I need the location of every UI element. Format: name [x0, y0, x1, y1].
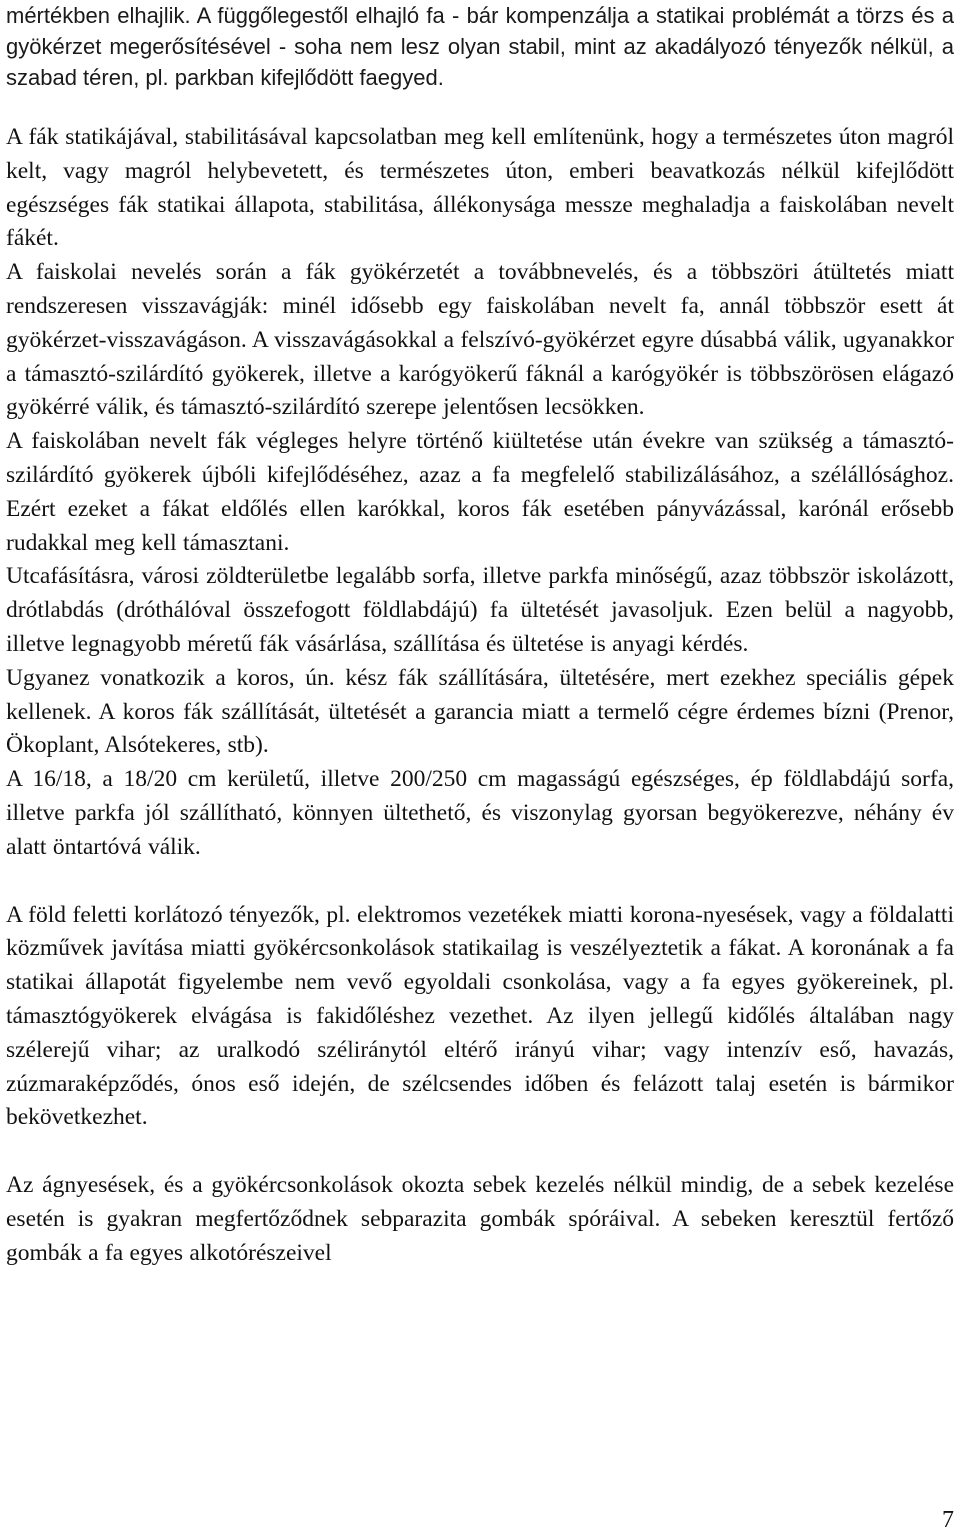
paragraph-wounds: Az ágnyesések, és a gyökércsonkolások okozta sebek kezelés nélkül mindig, de a sebek kezelése esetén is gyakran megfertőződnek sebparazita gombák spóráival. A sebeken keresztül fertőző gombák a fa egyes alkotórészeivel [6, 1172, 954, 1266]
paragraph-street-planting: Utcafásításra, városi zöldterületbe legalább sorfa, illetve parkfa minőségű, azaz többször iskolázott, drótlabdás (dróthálóval összefogott földlabdájú) fa ültetését javasoljuk. Ezen belül a nagyobb, illetve legnagyobb méretű fák vásárlása, szállítása és ültetése is anyagi kérdés. [6, 563, 954, 657]
paragraph-recommended-size: A 16/18, a 18/20 cm kerületű, illetve 200/250 cm magasságú egészséges, ép földlabdájú sorfa, illetve parkfa jól szállítható, könnyen ültethető, és viszonylag gyorsan begyökerezve, néhány év alatt öntartóvá válik. [6, 766, 954, 860]
intro-paragraph: mértékben elhajlik. A függőlegestől elhajló fa - bár kompenzálja a statikai problémát a törzs és a gyökérzet megerősítésével - soha nem lesz olyan stabil, mint az akadályozó tényezők nélkül, a szabad téren, pl. parkban kifejlődött faegyed. [6, 3, 954, 90]
page-number: 7 [942, 1507, 954, 1533]
document-page [6, 0, 954, 1271]
paragraph-limiting-factors: A föld feletti korlátozó tényezők, pl. elektromos vezetékek miatti korona-nyesések, vagy a földalatti közművek javítása miatti gyökércsonkolások statikailag is veszélyeztetik a fákat. A koronának a fa statikai állapotát figyelembe nem vevő egyoldali csonkolása, vagy a fa egyes gyökereinek, pl. támasztógyökerek elvágása is fakidőléshez vezethet. Az ilyen jellegű kidőlés általában nagy szélerejű vihar; az uralkodó széliránytól eltérő irányú vihar; vagy intenzív eső, havazás, zúzmaraképződés, ónos eső idején, de szélcsendes időben és felázott talaj esetén is bármikor bekövetkezhet. [6, 901, 954, 1131]
paragraph-mature-trees: Ugyanez vonatkozik a koros, ún. kész fák szállítására, ültetésére, mert ezekhez speciális gépek kellenek. A koros fák szállítását, ültetését a garancia miatt a termelő cégre érdemes bízni (Prenor, Ökoplant, Alsótekeres, stb). [6, 664, 954, 759]
paragraph-staking: A faiskolában nevelt fák végleges helyre történő kiültetése után évekre van szükség a támasztó-szilárdító gyökerek újbóli kifejlődéséhez, azaz a fa megfelelő stabilizálásához, a szélállósághoz. Ezért ezeket a fákat eldőlés ellen karókkal, koros fák esetében pányvázással, karónál erősebb rudakkal meg kell támasztani. [6, 428, 954, 556]
paragraph-nursery-pruning: A faiskolai nevelés során a fák gyökérzetét a továbbnevelés, és a többszöri átültetés miatt rendszeresen visszavágják: minél idősebb egy faiskolában nevelt fa, annál többször esett át gyökérzet-visszavágáson. A visszavágásokkal a felszívó-gyökérzet egyre dúsabbá válik, ugyanakkor a támasztó-szilárdító gyökerek, illetve a karógyökerű fáknál a karógyökér is többszörösen elágazó gyökérré válik, és támasztó-szilárdító szerepe jelentősen lecsökken. [6, 259, 954, 421]
paragraph-statics: A fák statikájával, stabilitásával kapcsolatban meg kell említenünk, hogy a természetes úton magról kelt, vagy magról helybevetett, és természetes úton, emberi beavatkozás nélkül kifejlődött egészséges fák statikai állapota, stabilitása, állékonysága messze meghaladja a faiskolában nevelt fákét. [6, 124, 954, 252]
